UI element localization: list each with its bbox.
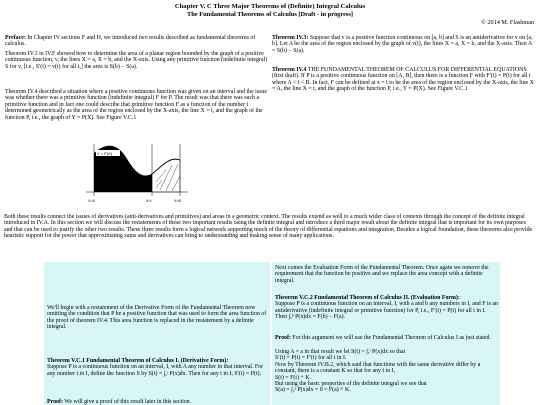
- proof-step: Using A = a in that result we let S(t) = ∫ₐᵗ P(x)dx so that: [275, 349, 406, 355]
- preface-text: In Chapter IV sections F and H, we introduced two results described as fundamental theorems of calculus.: [5, 35, 256, 48]
- proof-vc2: [275, 335, 499, 341]
- theorem-iv3-label: Theorem IV.3:: [272, 35, 309, 41]
- curve-label: Y = P(X): [97, 151, 113, 156]
- proof-step: Now by Theorem IV.B.2, which said that functions with the same derivative differ by a constant, there is a constant K so that for any t in I,: [275, 361, 481, 375]
- bridge-paragraph: Both these results connect the issues of derivatives (anti-derivatives and primitives) and areas in a geometric context. The results extend as well to a much wider class of contexts through the concept of the definite integral introduced in IV.A. In this section we will discuss the restatements of these two important results using the definite integral and introduce a third major result about the definite integral that is important for its own purposes and that can be used to justify the other two results. These three results form a logical network supporting much of the theory of differential equations and integration. Besides a logical foundation, these theorems also provide heuristic support for the power that approximating sums and derivatives can bring to understanding and making sense of many applications.: [4, 214, 533, 240]
- theorem-vc1-block: [47, 358, 269, 377]
- x-label-a: X=A: [88, 199, 95, 203]
- theorem-iv4-text: THE FUNDAMENTAL THEOREM OF CALCULUS FOR DIFFERENTIAL EQUATIONS (first draft). If P is a positive continuous function on [A, B], then there is a function F with F′(t) = P(t) for all t where A < t < B. In fact, F can be defined at x = t to be the area of the region enclosed by the X-axis, the line X = A, the line X = t, and the graph of the function P, i.e., Y = P(X). See Figure V.C.1: [272, 67, 534, 93]
- theorem-iv3-block: [272, 35, 534, 54]
- theorem-vc2-text: Suppose P is a continuous function on an interval, I, with a and b any numbers in I, and F is an antiderivative (indefinite integral or primitive function) for P, i.e., F′(t) = P(t) for all t in I. Then ∫ₐᵇ P(x)dx = F(b) − F(a).: [275, 301, 498, 321]
- proof-vc2-label: Proof:: [275, 335, 291, 341]
- theorem-iv4-summary: Theorem IV.4 described a situation where a positive continuous function was given on an interval and the issue was whether there was a primitive function (indefinite integral) F for P. The result was that there was such a primitive function and in fact one could describe that primitive function F as a function of the number t determined geometrically as the area of the region enclosed by the X-axis, the line X = t, and the graph of the function P, i.e., the graph of Y = P(X). See Figure V.C.1: [5, 89, 267, 121]
- theorem-iv4-label: Theorem IV.4: [272, 67, 307, 73]
- theorem-vc2-block: [275, 295, 499, 321]
- proof-step: S(t) = F(t) + K.: [275, 374, 311, 381]
- x-label-b: X=B: [174, 199, 181, 203]
- theorem-vc1-label: Theorem V.C.1 Fundamental Theorem of Calculus I. (Derivative Form):: [47, 358, 229, 364]
- x-label-t: X=t: [146, 199, 152, 203]
- lower-left-panel: [44, 262, 270, 405]
- restatement-intro: We'll begin with a restatement of the Derivative Form of the Fundamental Theorem now omitting the condition that P be a positive function that was used to form the area function of the proof of theorem IV.4. This area function is replaced in the restatement by a definite integral.: [47, 305, 267, 331]
- lower-right-panel: [272, 262, 500, 405]
- proof-step: S′(t) = P(t) = F′(t) for all t in I.: [275, 355, 347, 362]
- chapter-title: Chapter V. C Three Major Theorems of (Definite) Integral Calculus: [174, 3, 366, 10]
- theorem-vc1-text: Suppose P is a continuous function on an interval, I, with A any number in that interval. For any number t in I, define the function S by S(t) = ∫ₐᵗ P(x)dx. Then for any t in I, S′(t) = P(t).: [47, 364, 264, 377]
- copyright: © 2014 M. Flashman: [481, 19, 534, 26]
- theorem-iv3-summary: Theorem IV.3 in IV.F showed how to determine the area of a planar region bounded by the graph of a positive continuous function, v, the lines X = a, X = b, and the X-axis. Using any primitive function (indefinite integral) S for v, [i.e., S′(t) = v(t) for all t,] the area is S(b) − S(a).: [5, 51, 268, 70]
- theorem-iv4-block: [272, 67, 534, 93]
- preface-block: [5, 35, 268, 48]
- proof-vc1-label: Proof:: [47, 399, 63, 405]
- proof-vc2-steps: [275, 349, 499, 394]
- chapter-subtitle: The Fundamental Theorems of Calculus [Draft - in progress]: [186, 11, 354, 18]
- theorem-iv3-text: Suppose that v is a positive function continuous on [a, b] and S is an antiderivative for v on [a, b]. Let A be the area of the region enclosed by the graph of v(t), the lines X = a, X = b, and the X-axis. Then A = S(b) − S(a).: [272, 35, 533, 54]
- figure-vc1: [82, 140, 194, 204]
- proof-vc2-text: For this argument we will use the Fundamental Theorem of Calculus I as just stated.: [292, 335, 491, 341]
- unshaded-region: [152, 159, 180, 192]
- proof-step: But using the basic properties of the definite integral we see that: [275, 381, 427, 388]
- proof-vc1: [47, 399, 269, 405]
- preface-label: Preface:: [5, 35, 26, 41]
- evaluation-intro: Next comes the Evaluation Form of the Fundamental Theorem. Once again we remove the requirement that the function be positive and we replace the area concept with a definite integral.: [275, 265, 489, 284]
- theorem-vc2-label: Theorem V.C.2 Fundamental Theorem of Calculus II. (Evaluation Form):: [275, 295, 460, 301]
- proof-vc1-text: We will give a proof of this result later in this section.: [64, 399, 192, 405]
- proof-step: S(a) = ∫ₐᵃ P(x)dx = 0 = F(a) + K.: [275, 387, 351, 394]
